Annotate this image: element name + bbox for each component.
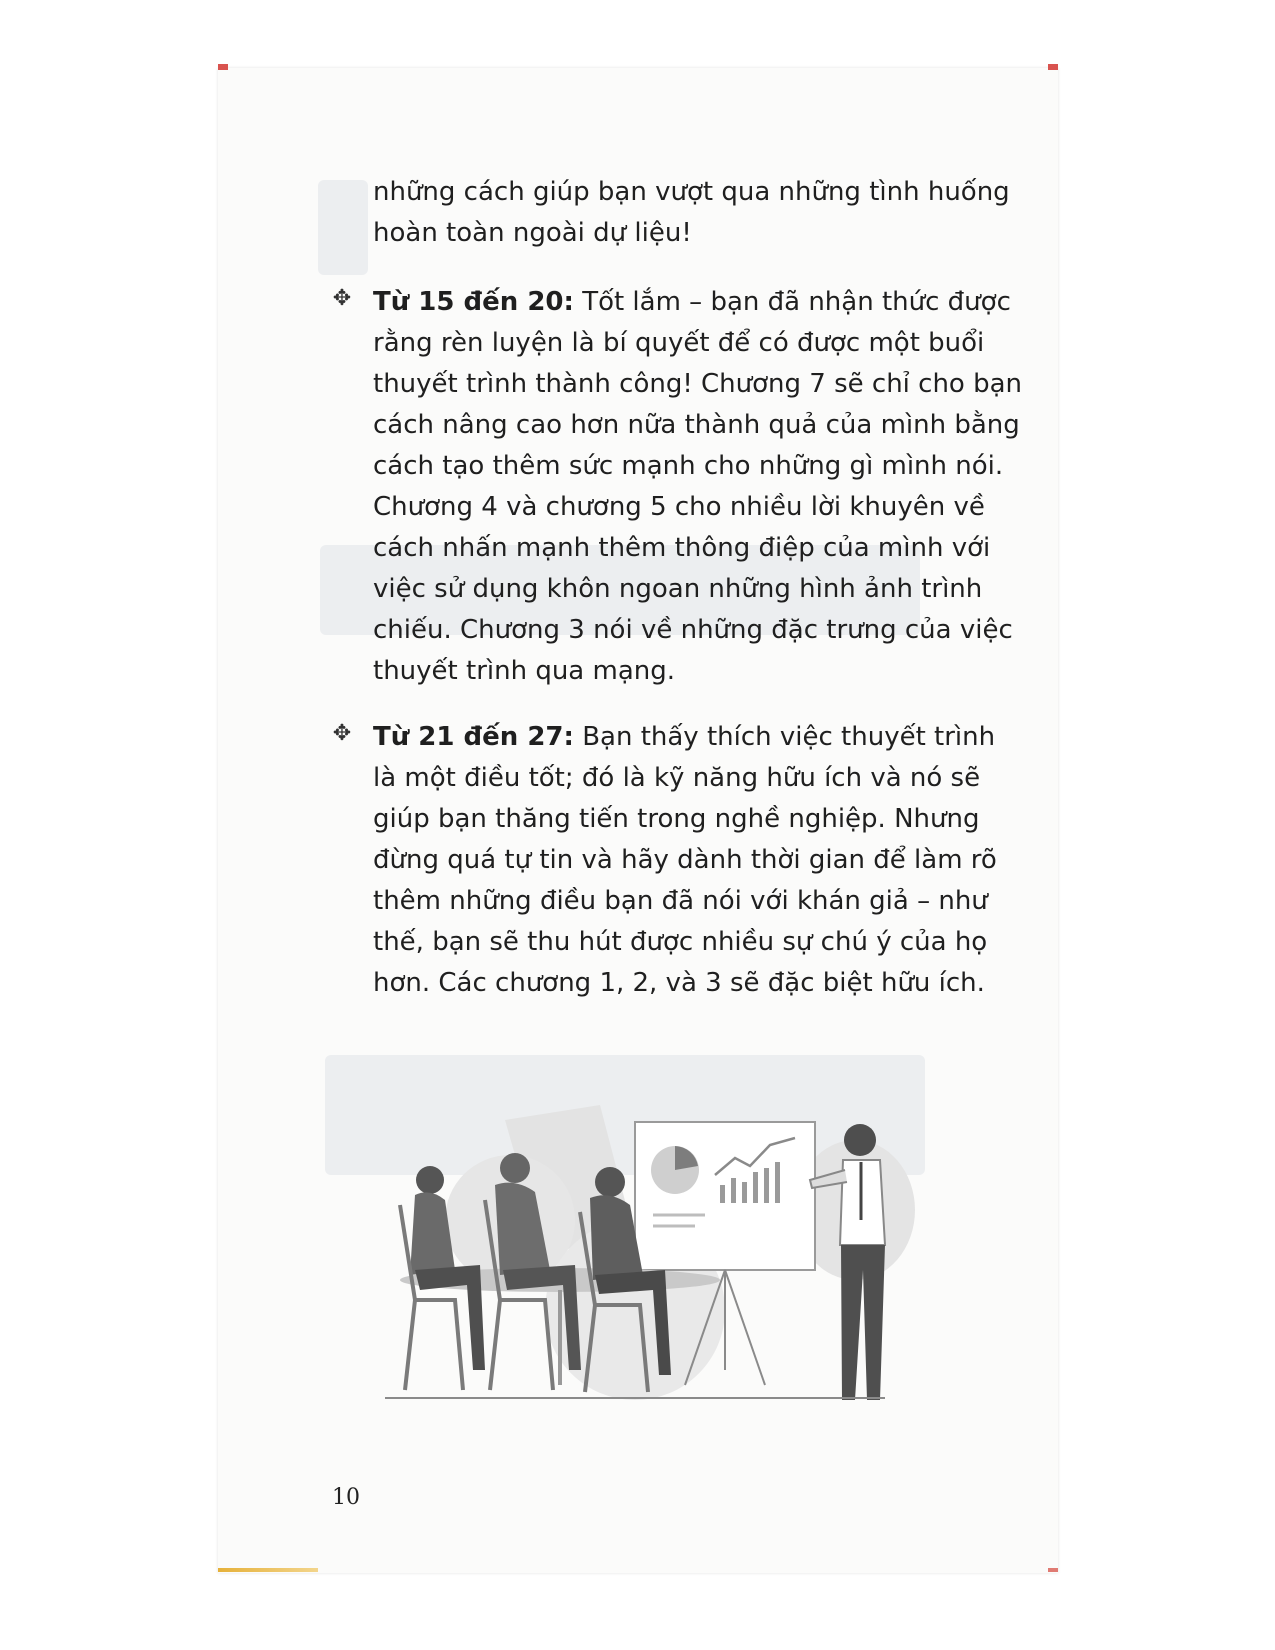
bar-mark bbox=[720, 1185, 725, 1203]
section-heading: Từ 21 đến 27: bbox=[373, 722, 574, 752]
four-arrows-icon: ✥ bbox=[332, 721, 352, 746]
presenter-legs bbox=[841, 1245, 885, 1400]
page-bottom-edge bbox=[218, 1568, 1058, 1573]
section-body: Bạn thấy thích việc thuyết trình là một điều tốt; đó là kỹ năng hữu ích và nó sẽ giúp bạn thăng tiến trong nghề nghiệp. Nhưng đừng quá tự tin và hãy dành thời gian để làm rõ thêm những điều bạn đã nói với khán giả – như thế, bạn sẽ thu hút được nhiều sự chú ý của họ hơn. Các chương 1, 2, và 3 sẽ đặc biệt hữu ích. bbox=[373, 722, 997, 998]
person-head bbox=[416, 1166, 444, 1194]
section-heading: Từ 15 đến 20: bbox=[373, 287, 574, 317]
four-arrows-icon: ✥ bbox=[332, 286, 352, 311]
bar-mark bbox=[775, 1162, 780, 1203]
page-number: 10 bbox=[332, 1485, 360, 1510]
section-15-20 bbox=[323, 282, 1023, 692]
bar-mark bbox=[731, 1178, 736, 1203]
bar-mark bbox=[753, 1172, 758, 1203]
bar-mark bbox=[742, 1182, 747, 1203]
bar-mark bbox=[764, 1168, 769, 1203]
section-21-27 bbox=[323, 717, 1023, 1004]
presentation-illustration bbox=[385, 1100, 925, 1405]
page-top-edge bbox=[218, 64, 1058, 70]
intro-text: những cách giúp bạn vượt qua những tình huống hoàn toàn ngoài dự liệu! bbox=[373, 177, 1010, 248]
person-legs bbox=[415, 1265, 485, 1370]
person-head bbox=[595, 1167, 625, 1197]
intro-block bbox=[323, 172, 1023, 254]
section-body: Tốt lắm – bạn đã nhận thức được rằng rèn luyện là bí quyết để có được một buổi thuyết trình thành công! Chương 7 sẽ chỉ cho bạn cách nâng cao hơn nữa thành quả của mình bằng cách tạo thêm sức mạnh cho những gì mình nói. Chương 4 và chương 5 cho nhiều lời khuyên về cách nhấn mạnh thêm thông điệp của mình với việc sử dụng khôn ngoan những hình ảnh trình chiếu. Chương 3 nói về những đặc trưng của việc thuyết trình qua mạng. bbox=[373, 287, 1023, 686]
section-item bbox=[323, 717, 1023, 1004]
person-head bbox=[500, 1153, 530, 1183]
section-item bbox=[323, 282, 1023, 692]
person-legs bbox=[503, 1265, 581, 1370]
presenter-head bbox=[844, 1124, 876, 1156]
easel-leg bbox=[725, 1270, 765, 1385]
